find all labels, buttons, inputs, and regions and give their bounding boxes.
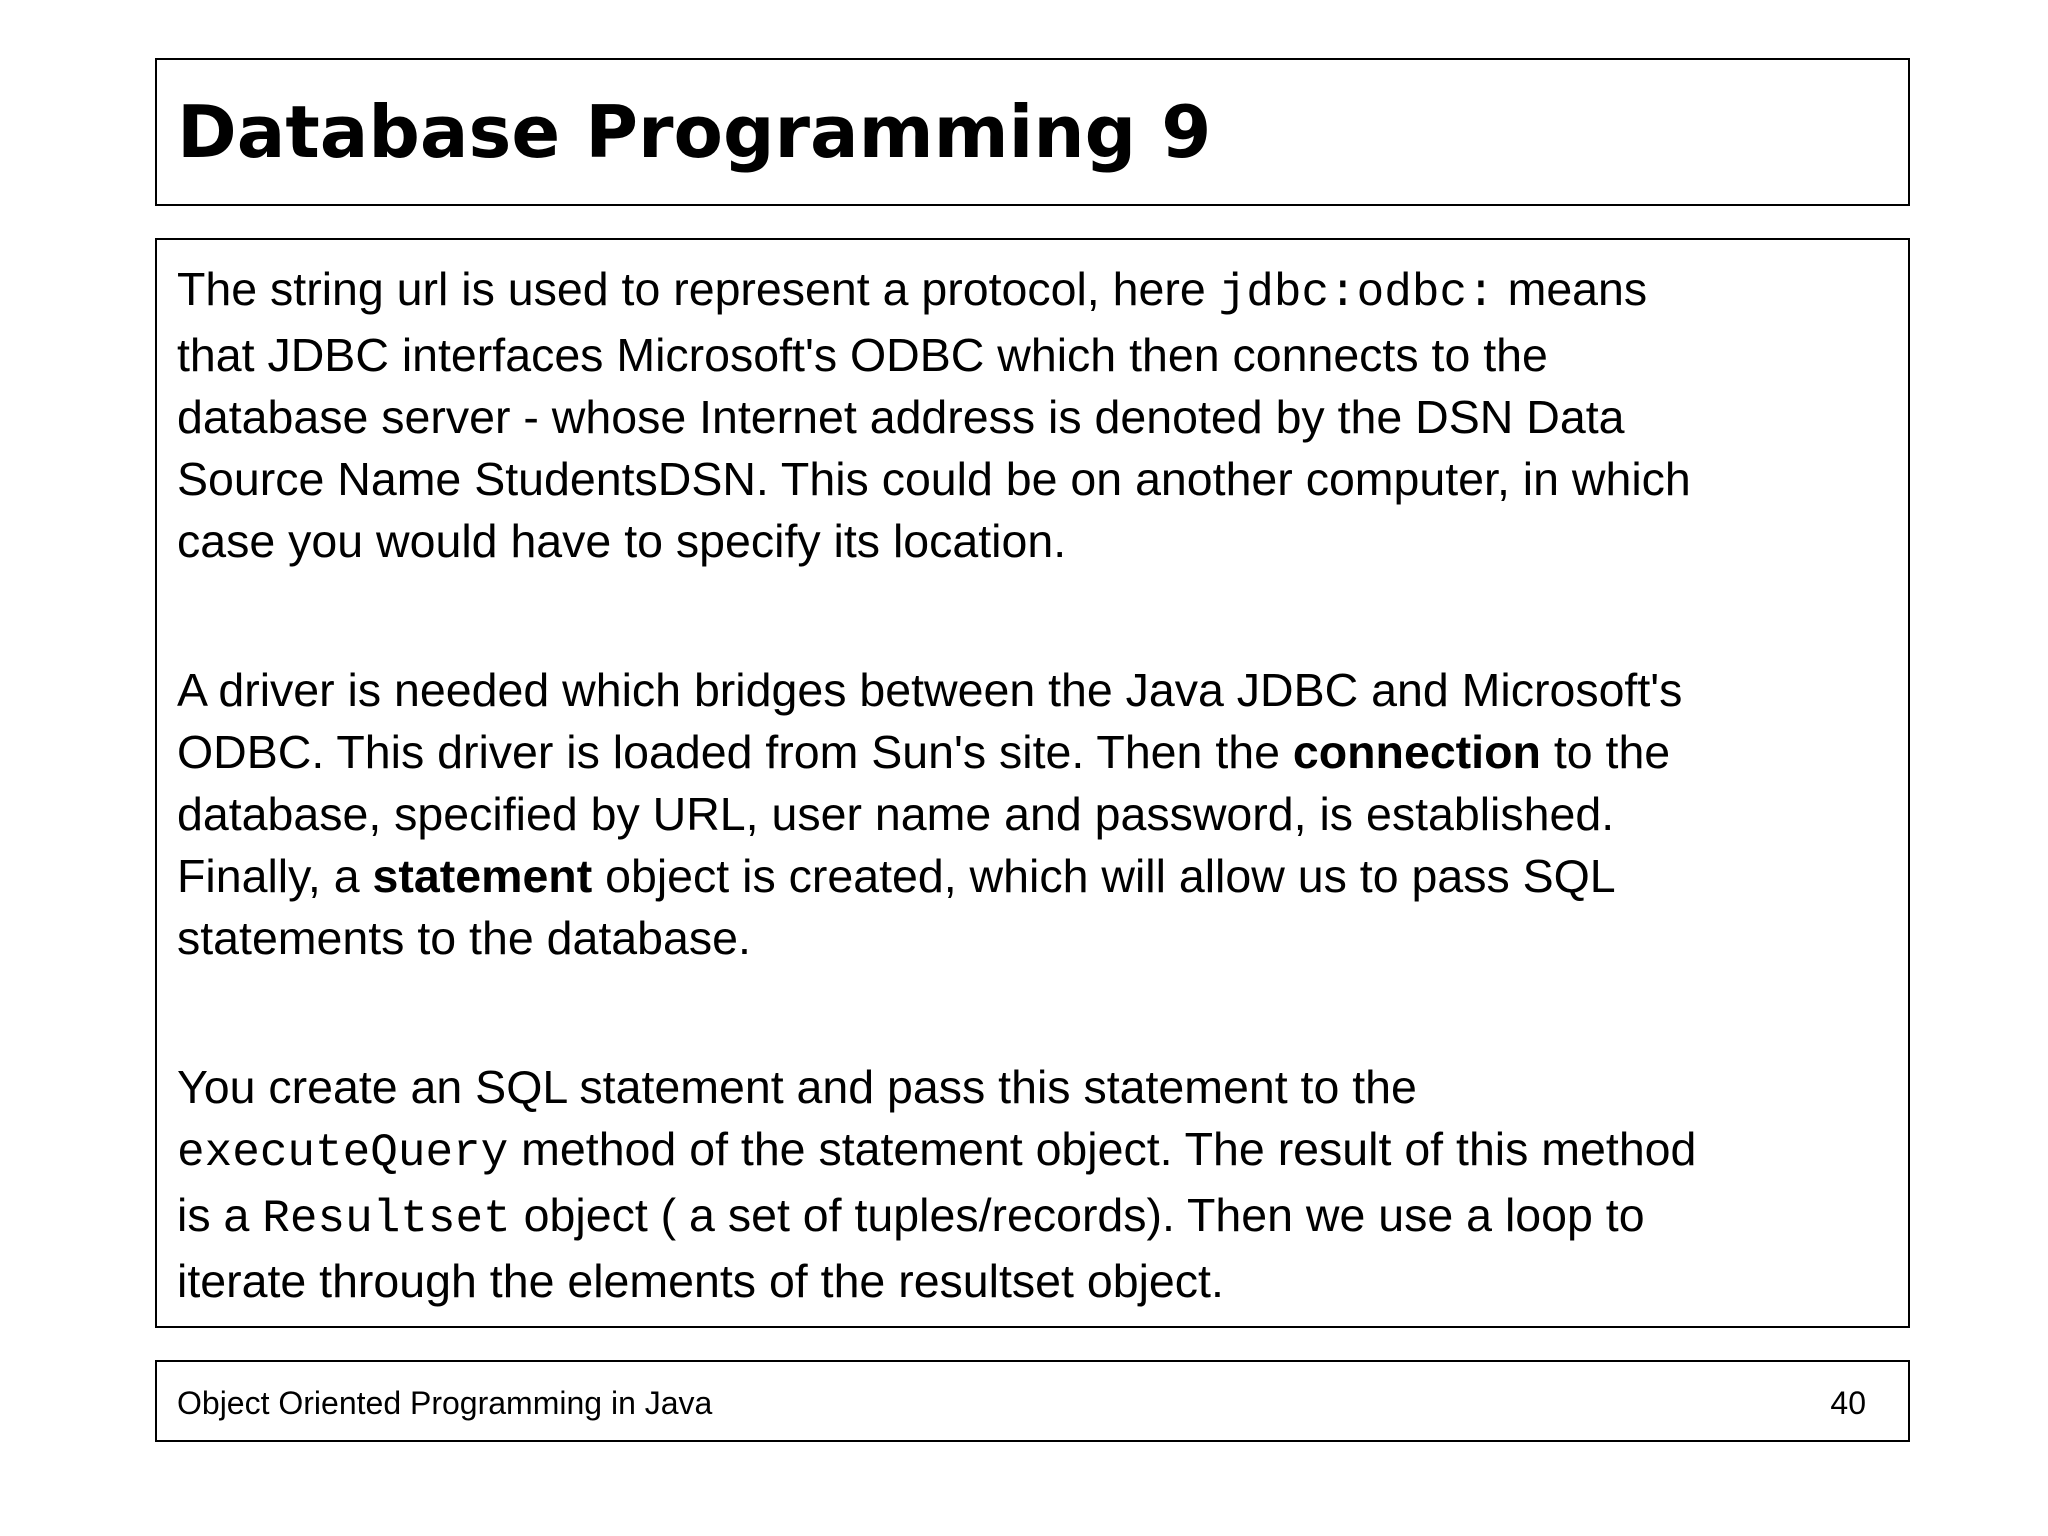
text-run: ODBC. This driver is loaded from Sun's site. Then the — [177, 726, 1293, 778]
footer-box — [155, 1360, 1910, 1442]
code-jdbc-odbc: jdbc:odbc: — [1218, 267, 1495, 319]
text-line: case you would have to specify its location. — [177, 515, 1067, 567]
text-run: method of the statement object. The result of this method — [508, 1123, 1697, 1175]
text-line — [177, 1123, 1697, 1179]
paragraph-driver — [177, 659, 1877, 969]
text-run: The string url is used to represent a protocol, here — [177, 263, 1219, 315]
text-line: A driver is needed which bridges between the Java JDBC and Microsoft's — [177, 664, 1683, 716]
text-line: You create an SQL statement and pass this statement to the — [177, 1061, 1417, 1113]
text-line — [177, 263, 1648, 319]
text-run: to the — [1540, 726, 1671, 778]
content-box — [155, 238, 1910, 1328]
bold-statement: statement — [372, 850, 593, 902]
code-resultset: Resultset — [262, 1193, 511, 1245]
text-run: means — [1494, 263, 1648, 315]
page-number: 40 — [1830, 1385, 1866, 1421]
text-line: database, specified by URL, user name and password, is established. — [177, 788, 1615, 840]
text-run: is a — [177, 1189, 263, 1241]
text-line — [177, 850, 1616, 902]
text-line: iterate through the elements of the resultset object. — [177, 1255, 1224, 1307]
text-line: database server - whose Internet address is denoted by the DSN Data — [177, 391, 1625, 443]
code-executequery: executeQuery — [177, 1127, 509, 1179]
title-box — [155, 58, 1910, 206]
text-line: that JDBC interfaces Microsoft's ODBC which then connects to the — [177, 329, 1548, 381]
text-line: Source Name StudentsDSN. This could be on another computer, in which — [177, 453, 1691, 505]
text-line — [177, 726, 1670, 778]
text-run: object ( a set of tuples/records). Then we use a loop to — [510, 1189, 1645, 1241]
text-run: Finally, a — [177, 850, 373, 902]
paragraph-protocol — [177, 258, 1877, 572]
slide-content — [177, 258, 1877, 1312]
text-run: object is created, which will allow us to pass SQL — [592, 850, 1616, 902]
text-line: statements to the database. — [177, 912, 751, 964]
footer-course-title: Object Oriented Programming in Java — [177, 1385, 713, 1421]
text-line — [177, 1189, 1645, 1245]
bold-connection: connection — [1292, 726, 1541, 778]
paragraph-sql-statement — [177, 1056, 1877, 1312]
slide-title: Database Programming 9 — [177, 90, 1212, 174]
